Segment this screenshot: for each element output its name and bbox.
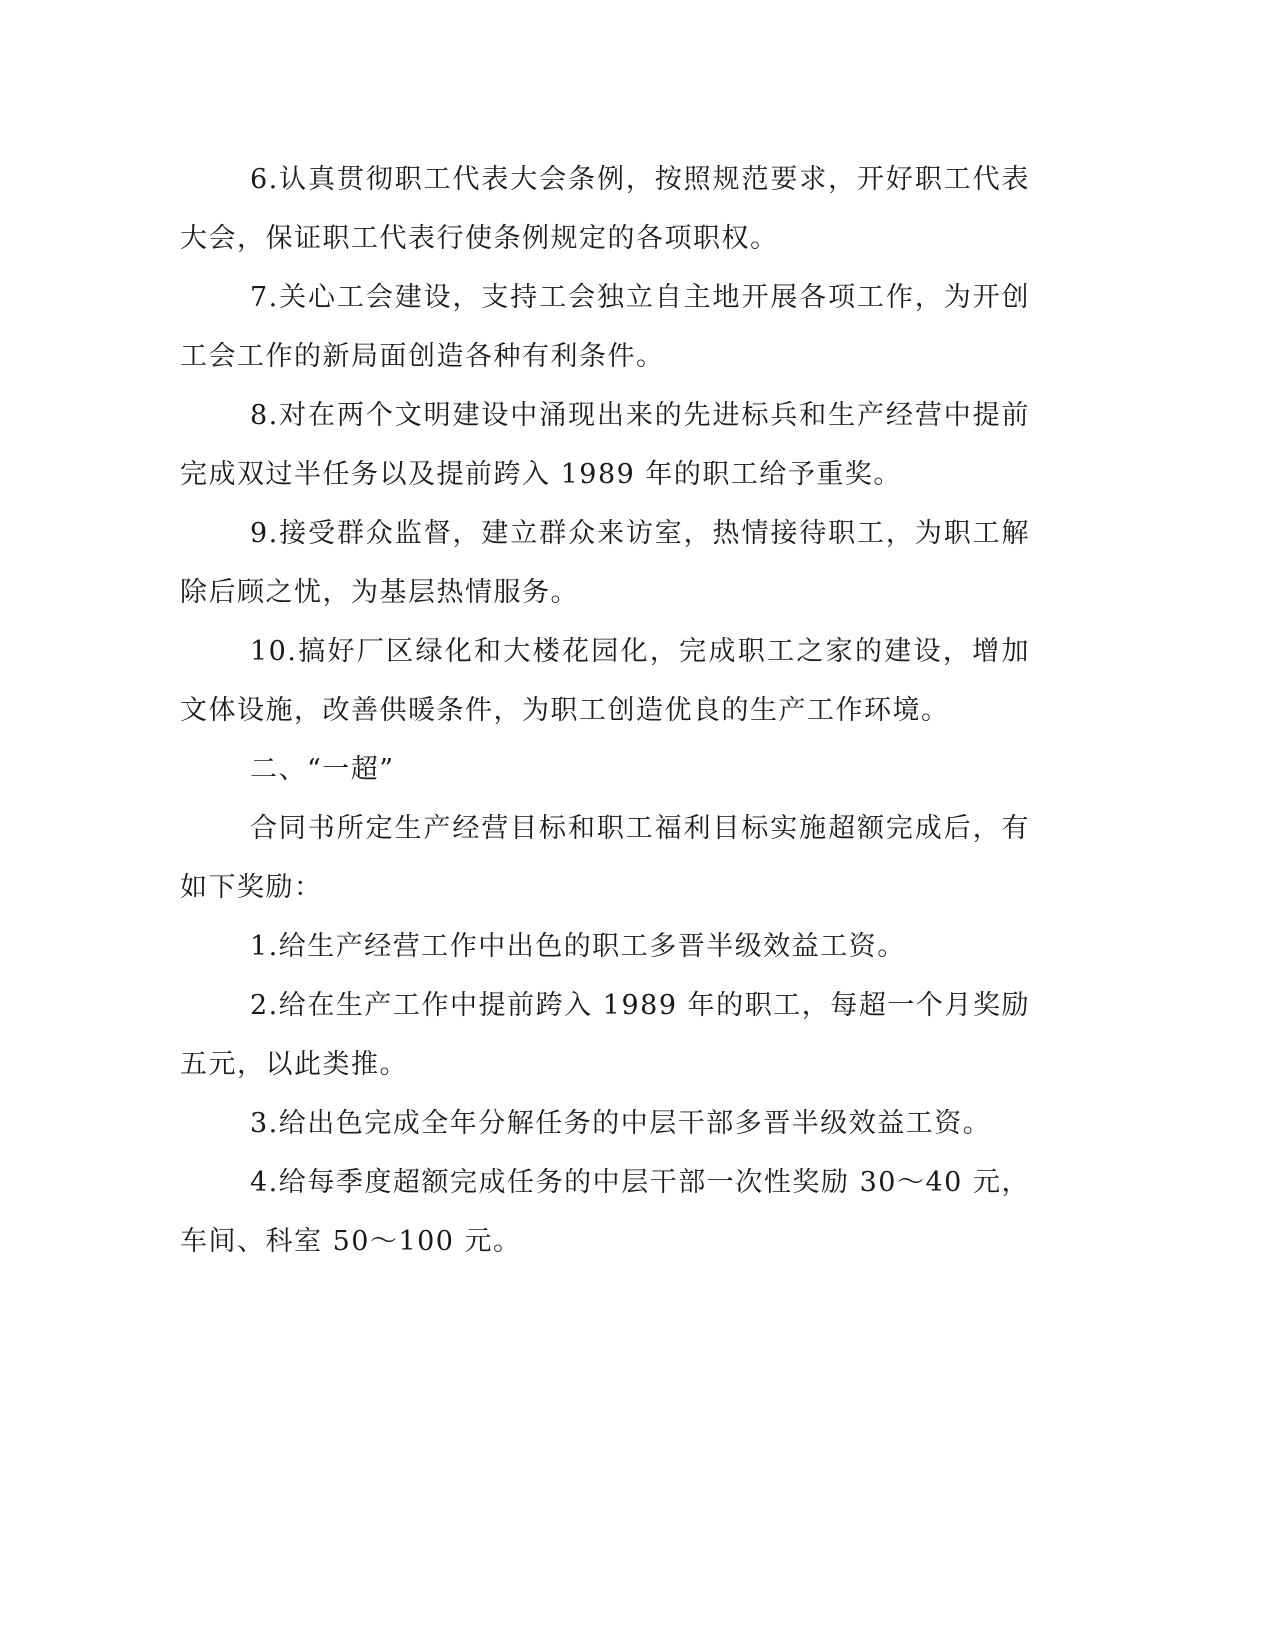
section-heading-yichao: 二、“一超” <box>250 754 395 785</box>
paragraph-item-8: 8.对在两个文明建设中涌现出来的先进标兵和生产经营中提前完成双过半任务以及提前跨入 1989 年的职工给予重奖。 <box>180 400 1030 490</box>
paragraph-item-7: 7.关心工会建设，支持工会独立自主地开展各项工作，为开创工会工作的新局面创造各种有利条件。 <box>180 282 1030 372</box>
reward-item-2: 2.给在生产工作中提前跨入 1989 年的职工，每超一个月奖励五元，以此类推。 <box>180 990 1030 1080</box>
reward-item-1: 1.给生产经营工作中出色的职工多晋半级效益工资。 <box>250 931 906 962</box>
reward-item-4: 4.给每季度超额完成任务的中层干部一次性奖励 30～40 元，车间、科室 50～100 元。 <box>180 1167 1030 1257</box>
reward-item-3: 3.给出色完成全年分解任务的中层干部多晋半级效益工资。 <box>250 1108 992 1139</box>
paragraph-item-10: 10.搞好厂区绿化和大楼花园化，完成职工之家的建设，增加文体设施，改善供暖条件，为职工创造优良的生产工作环境。 <box>180 636 1030 726</box>
paragraph-item-9: 9.接受群众监督，建立群众来访室，热情接待职工，为职工解除后顾之忧，为基层热情服务。 <box>180 518 1030 608</box>
document-body <box>180 150 1030 1271</box>
paragraph-item-6: 6.认真贯彻职工代表大会条例，按照规范要求，开好职工代表大会，保证职工代表行使条例规定的各项职权。 <box>180 164 1030 254</box>
paragraph-intro: 合同书所定生产经营目标和职工福利目标实施超额完成后，有如下奖励： <box>180 813 1030 903</box>
